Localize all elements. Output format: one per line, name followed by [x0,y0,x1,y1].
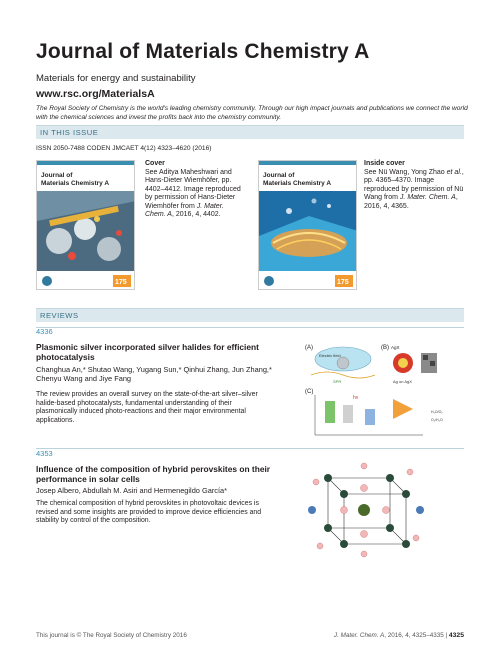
panel-b-label: (B) [381,345,389,351]
svg-text:AgX: AgX [391,345,400,350]
front-cover-journal-name: Journal of [41,172,73,179]
article-page-number[interactable]: 4336 [36,327,53,336]
journal-subtitle: Materials for energy and sustainability [36,73,196,84]
front-cover-citation-rest: , 2016, 4, 4402. [171,211,221,218]
inside-cover-text [364,160,464,211]
front-cover-citation[interactable]: J. Mater. Chem. A [145,202,224,218]
reviews-label: REVIEWS [40,311,79,320]
inside-cover-description-2: , pp. 4365–4370. Image reproduced by permission of Nü Wang from [364,168,464,201]
rsc-blurb: The Royal Society of Chemistry is the world's leading chemistry community. Through our high impact journals and publications we connect the world with the chemical sciences and invest the profits back into the chemistry community. [36,105,468,121]
article-toc-graphic-perovskite [298,458,432,561]
journal-title: Journal of Materials Chemistry A [36,40,370,63]
front-cover-number: 175 [115,279,127,286]
footer-citation: J. Mater. Chem. A, 2016, 4, 4325–4335 | 4325 [333,632,464,639]
svg-text:Materials Chemistry A: Materials Chemistry A [263,180,332,187]
article-toc-graphic-plasmonic [303,339,463,439]
article-page-number[interactable]: 4353 [36,449,53,458]
panel-c-label: (C) [305,389,314,395]
inside-cover-et-al: et al. [444,168,462,176]
panel-a-label: (A) [305,345,313,351]
article-authors: Josep Albero, Abdullah M. Asiri and Hermenegildo García* [36,486,228,495]
svg-text:SPR: SPR [333,379,342,384]
inside-cover-image[interactable] [258,160,357,290]
reviews-bar [36,308,464,322]
inside-cover-citation-rest: , 2016, 4, 4365. [364,194,458,210]
inside-cover-citation[interactable]: J. Mater. Chem. A [397,194,456,201]
svg-text:Electric field: Electric field [319,353,341,358]
svg-text:O₂/H₂O: O₂/H₂O [431,418,443,422]
svg-text:Ag on AgX: Ag on AgX [393,379,412,384]
article-divider [36,448,464,449]
svg-text:175: 175 [337,279,349,286]
inside-cover-label: Inside cover [364,160,405,167]
front-cover-description: See Aditya Maheshwari and Hans-Dieter Wiemhöfer, pp. 4402–4412. Image reproduced by permission of Hans-Dieter Wiemhöfer from [145,168,241,210]
inside-cover-description: See Nü Wang, Yong Zhao [364,168,445,176]
svg-text:Materials Chemistry A: Materials Chemistry A [41,180,110,187]
issn-line: ISSN 2050-7488 CODEN JMCAET 4(12) 4323–4620 (2016) [36,145,212,152]
front-cover-image[interactable] [36,160,135,290]
svg-text:Journal of: Journal of [263,172,295,179]
article-title[interactable]: Plasmonic silver incorporated silver halides for efficient photocatalysis [36,342,259,362]
in-this-issue-bar [36,125,464,139]
footer-copyright: This journal is © The Royal Society of Chemistry 2016 [36,632,187,639]
footer-citation-rest: , 2016, 4, 4325–4335 [384,632,444,639]
svg-text:hν: hν [353,395,359,401]
in-this-issue-label: IN THIS ISSUE [40,128,99,137]
article-divider [36,327,464,328]
article-title[interactable]: Influence of the composition of hybrid perovskites on their performance in solar cells [36,464,271,484]
footer-page-number: 4325 [448,632,464,639]
front-cover-text [145,160,245,220]
svg-text:H₂O/O₂: H₂O/O₂ [431,410,443,414]
journal-url[interactable]: www.rsc.org/MaterialsA [36,88,155,100]
article-abstract: The chemical composition of hybrid perovskites in photovoltaic devices is revised and some insights are provided to improve device efficiencies and stability by control of the composition. [36,500,262,524]
article-abstract: The review provides an overall survey on the state-of-the-art silver–silver halide-based photocatalysts, fundamental understanding of their plasmonically induced photo-reactions and their major environmental applications. [36,391,258,424]
front-cover-label: Cover [145,160,165,167]
article-authors: Changhua An,* Shutao Wang, Yugang Sun,* Qinhui Zhang, Jun Zhang,* Chenyu Wang and Jiye Fang [36,365,272,383]
footer-journal-abbrev: J. Mater. Chem. A [333,632,385,639]
